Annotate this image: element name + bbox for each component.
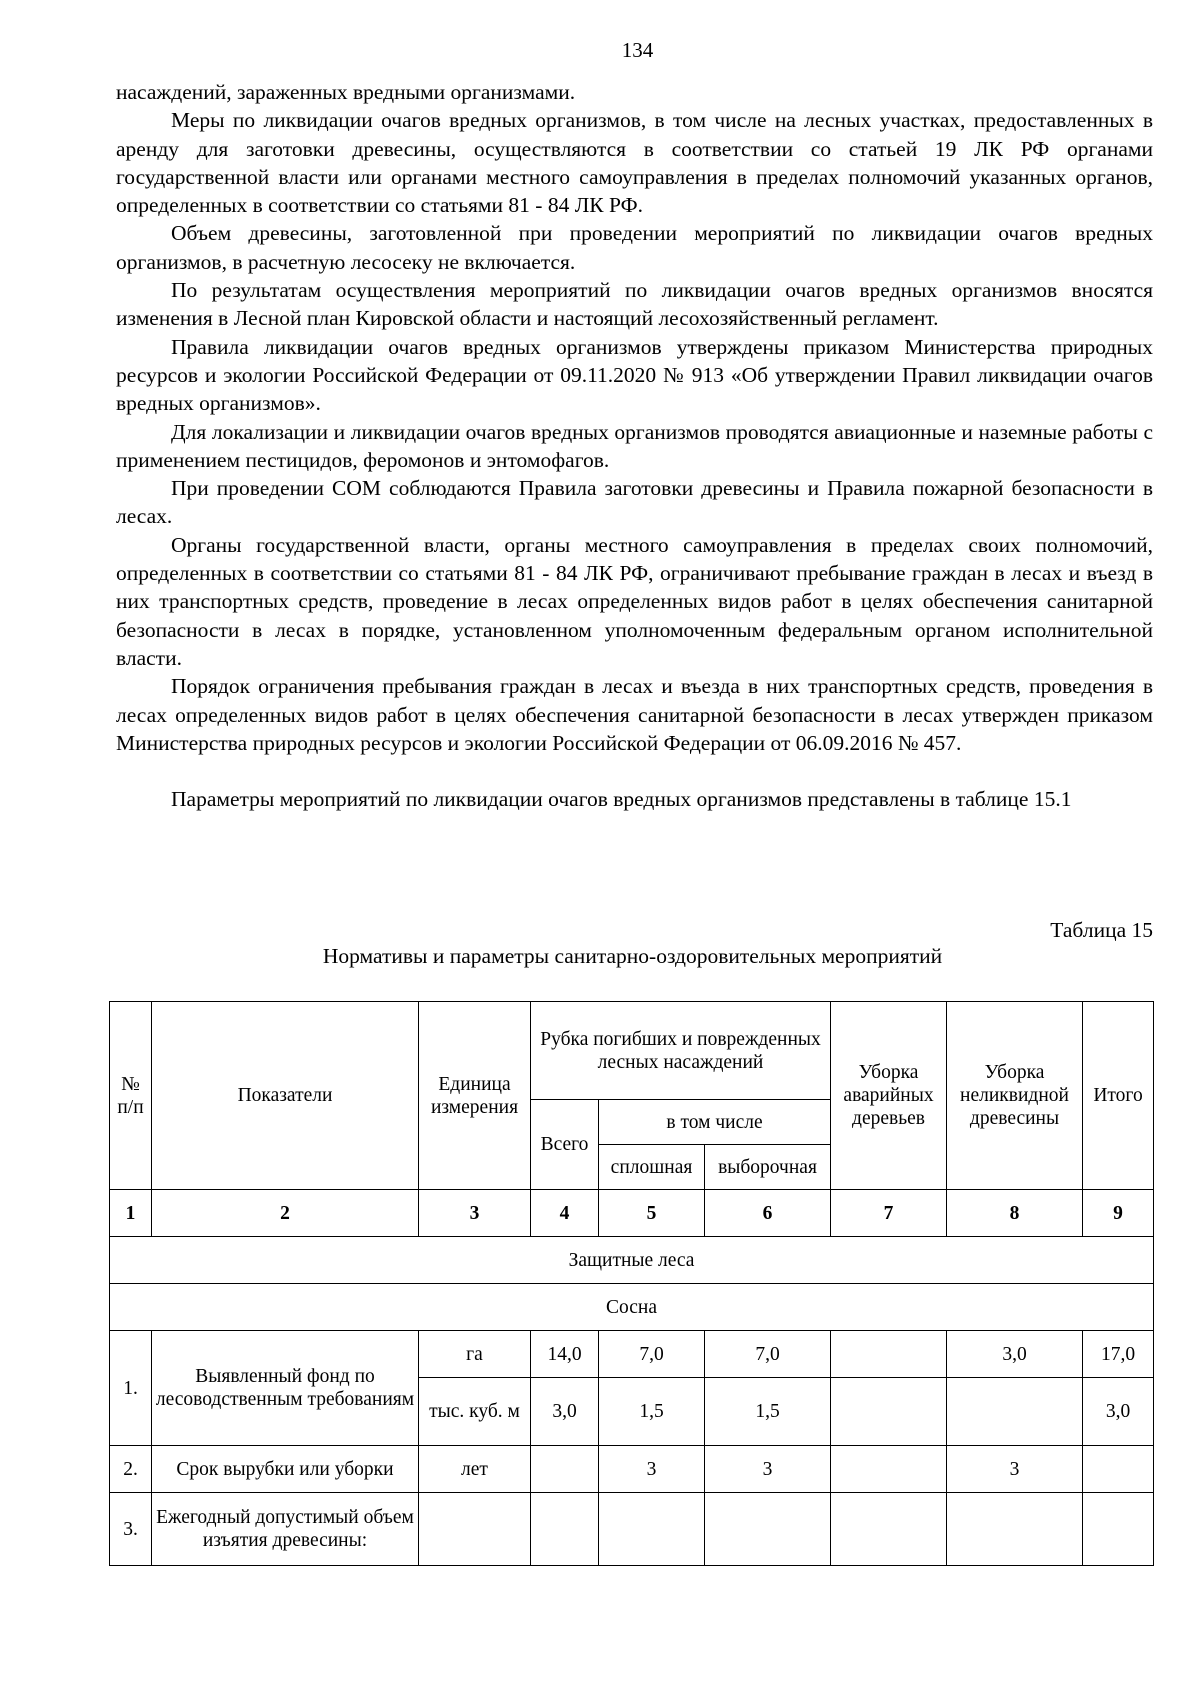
col-number: 8 (947, 1190, 1083, 1237)
col-number: 3 (419, 1190, 531, 1237)
table-cell (1083, 1446, 1154, 1493)
header-total: Итого (1083, 1002, 1154, 1190)
col-number: 1 (110, 1190, 152, 1237)
table-cell: 7,0 (599, 1331, 705, 1378)
col-number: 9 (1083, 1190, 1154, 1237)
table-cell: 3 (947, 1446, 1083, 1493)
row-num: 3. (110, 1493, 152, 1566)
header-felling: Рубка погибших и поврежденных лесных насаждений (531, 1002, 831, 1100)
header-selective: выборочная (705, 1145, 831, 1190)
header-including: в том числе (599, 1100, 831, 1145)
page-number: 134 (621, 38, 654, 62)
table-cell (831, 1378, 947, 1446)
header-num: № п/п (110, 1002, 152, 1190)
table-cell: 14,0 (531, 1331, 599, 1378)
header-clear: сплошная (599, 1145, 705, 1190)
row-indicator: Выявленный фонд по лесоводственным требованиям (152, 1331, 419, 1446)
table-cell (1083, 1493, 1154, 1566)
table-cell (947, 1493, 1083, 1566)
table-cell (705, 1493, 831, 1566)
row-indicator: Срок вырубки или уборки (152, 1446, 419, 1493)
table-cell (599, 1493, 705, 1566)
paragraph: Объем древесины, заготовленной при проведении мероприятий по ликвидации очагов вредных организмов, в расчетную лесосеку не включается. (116, 221, 1153, 274)
table-title: Нормативы и параметры санитарно-оздоровительных мероприятий (322, 944, 943, 968)
col-number: 4 (531, 1190, 599, 1237)
col-number: 6 (705, 1190, 831, 1237)
paragraph: насаждений, зараженных вредными организмами. (116, 80, 576, 104)
table-cell (947, 1378, 1083, 1446)
table-cell (831, 1446, 947, 1493)
table-cell (531, 1446, 599, 1493)
paragraph: По результатам осуществления мероприятий по ликвидации очагов вредных организмов вносятся изменения в Лесной план Кировской области и настоящий лесохозяйственный регламент. (116, 278, 1153, 331)
table-cell (831, 1331, 947, 1378)
paragraph: Меры по ликвидации очагов вредных организмов, в том числе на лесных участках, предоставленных в аренду для заготовки древесины, осуществляются в соответствии со статьей 19 ЛК РФ органами государственной власти или органами местного самоуправления в пределах полномочий указанных органов, определенных в соответствии со статьями 81 - 84 ЛК РФ. (116, 108, 1153, 218)
table-cell: 3,0 (1083, 1378, 1154, 1446)
row-num: 1. (110, 1331, 152, 1446)
header-total-all: Всего (531, 1100, 599, 1190)
table-cell: 3 (705, 1446, 831, 1493)
table-cell: 3,0 (531, 1378, 599, 1446)
table-cell: 1,5 (599, 1378, 705, 1446)
header-indicator: Показатели (152, 1002, 419, 1190)
table-cell: 17,0 (1083, 1331, 1154, 1378)
row-unit: га (419, 1331, 531, 1378)
header-unit: Единица измерения (419, 1002, 531, 1190)
paragraph: Порядок ограничения пребывания граждан в лесах и въезда в них транспортных средств, проведения в лесах определенных видов работ в целях обеспечения санитарной безопасности в лесах утвержден приказом Министерства природных ресурсов и экологии Российской Федерации от 06.09.2016 № 457. (116, 674, 1153, 755)
paragraph: Параметры мероприятий по ликвидации очагов вредных организмов представлены в таблице 15.1 (171, 787, 1072, 812)
paragraph: Правила ликвидации очагов вредных организмов утверждены приказом Министерства природных ресурсов и экологии Российской Федерации от 09.11.2020 № 913 «Об утверждении Правил ликвидации очагов вредных организмов». (116, 334, 1153, 416)
row-unit: тыс. куб. м (419, 1378, 531, 1446)
row-indicator: Ежегодный допустимый объем изъятия древесины: (152, 1493, 419, 1566)
table-cell (831, 1493, 947, 1566)
sanitary-measures-table (109, 1001, 1154, 1566)
row-num: 2. (110, 1446, 152, 1493)
row-unit (419, 1493, 531, 1566)
table-cell: 3 (599, 1446, 705, 1493)
col-number: 7 (831, 1190, 947, 1237)
section-row: Защитные леса (110, 1237, 1154, 1284)
species-row: Сосна (110, 1284, 1154, 1331)
body-text (116, 78, 1153, 813)
row-unit: лет (419, 1446, 531, 1493)
paragraph: Для локализации и ликвидации очагов вредных организмов проводятся авиационные и наземные работы с применением пестицидов, феромонов и энтомофагов. (116, 419, 1153, 472)
table-cell: 1,5 (705, 1378, 831, 1446)
header-illiquid: Уборка неликвидной древесины (947, 1002, 1083, 1190)
table-cell: 7,0 (705, 1331, 831, 1378)
table-cell (531, 1493, 599, 1566)
table-caption: Таблица 15 (1050, 918, 1153, 942)
table-cell: 3,0 (947, 1331, 1083, 1378)
header-emergency: Уборка аварийных деревьев (831, 1002, 947, 1190)
col-number: 2 (152, 1190, 419, 1237)
col-number: 5 (599, 1190, 705, 1237)
paragraph: При проведении СОМ соблюдаются Правила заготовки древесины и Правила пожарной безопасности в лесах. (116, 476, 1153, 529)
paragraph: Органы государственной власти, органы местного самоуправления в пределах своих полномочий, определенных в соответствии со статьями 81 - 84 ЛК РФ, ограничивают пребывание граждан в лесах и въезд в них транспортных средств, проведение в лесах определенных видов работ в целях обеспечения санитарной безопасности в лесах в порядке, установленном уполномоченным федеральным органом исполнительной власти. (116, 532, 1153, 670)
